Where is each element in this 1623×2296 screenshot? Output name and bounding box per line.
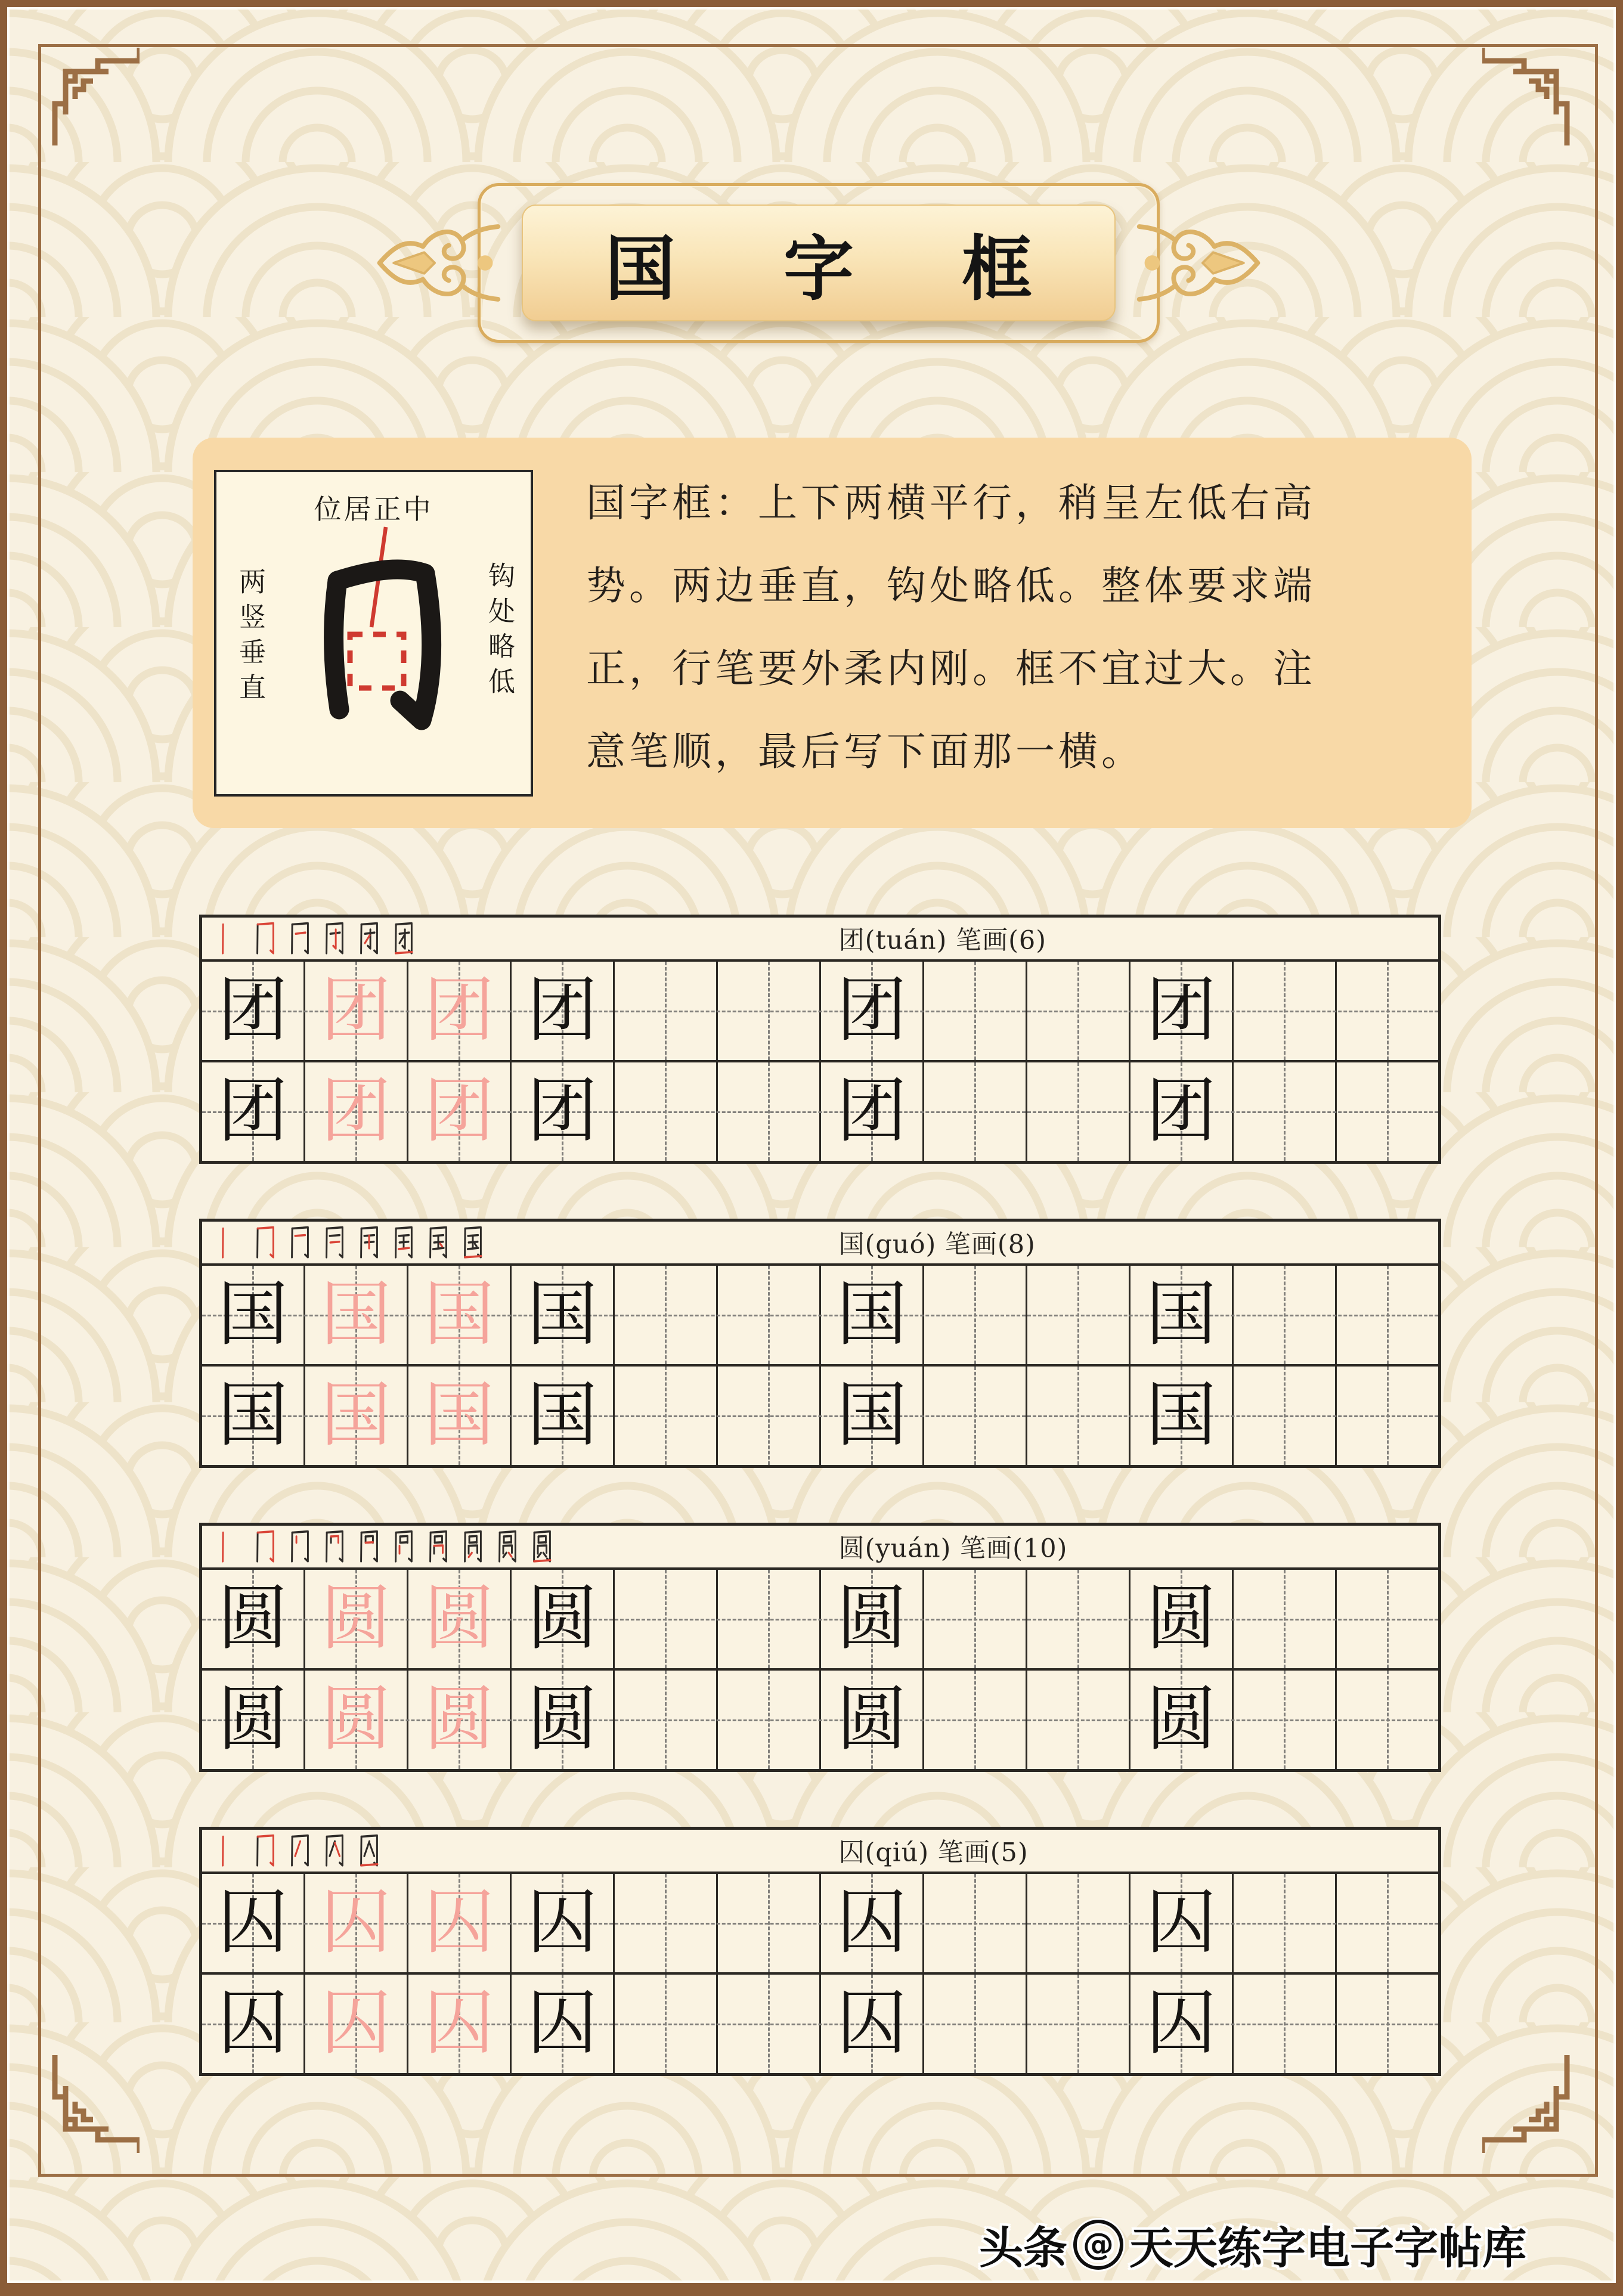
practice-cell <box>1130 1874 1234 1972</box>
practice-grid-国 <box>199 1219 1441 1468</box>
stroke-order-step-6-icon <box>391 921 417 956</box>
practice-char-model: 囚 <box>1145 1981 1216 2064</box>
practice-cell <box>512 1671 615 1769</box>
grid-character-label: 团(tuán) 笔画(6) <box>838 925 1047 956</box>
stroke-order-step-3-icon <box>287 921 313 956</box>
practice-cell <box>1234 1062 1337 1161</box>
grid-character-label: 国(guó) 笔画(8) <box>838 1229 1036 1260</box>
practice-cell <box>305 1367 408 1465</box>
practice-char-trace: 团 <box>423 1069 494 1152</box>
practice-cell <box>202 1570 305 1668</box>
stroke-order-step-2-icon <box>252 1833 278 1869</box>
instruction-line: 国字框：上下两横平行，稍呈左低右高 <box>586 480 1316 526</box>
practice-cell <box>1027 1975 1130 2073</box>
practice-char-model: 国 <box>836 1272 907 1355</box>
practice-cell <box>615 1874 718 1972</box>
practice-cell <box>202 962 305 1060</box>
practice-char-model: 圆 <box>1145 1677 1216 1760</box>
practice-cell <box>615 1975 718 2073</box>
practice-grid-圆 <box>199 1523 1441 1772</box>
practice-cell <box>924 1062 1027 1161</box>
practice-char-model: 圆 <box>1145 1576 1216 1659</box>
practice-cell <box>1337 1570 1438 1668</box>
practice-char-trace: 国 <box>423 1272 494 1355</box>
practice-cell <box>718 1367 821 1465</box>
practice-char-model: 国 <box>526 1272 597 1355</box>
stroke-order-step-5-icon <box>356 1225 382 1260</box>
watermark <box>979 2213 1526 2276</box>
practice-cell <box>305 1975 408 2073</box>
practice-char-model: 国 <box>526 1373 597 1456</box>
practice-char-trace: 囚 <box>320 1880 391 1963</box>
practice-char-model: 圆 <box>217 1677 288 1760</box>
practice-cell <box>1234 1975 1337 2073</box>
practice-cell <box>718 1975 821 2073</box>
stroke-order-step-4-icon <box>321 1833 348 1869</box>
practice-cell <box>512 1266 615 1364</box>
practice-char-model: 囚 <box>836 1981 907 2064</box>
practice-char-model: 圆 <box>836 1576 907 1659</box>
practice-cell <box>408 1367 512 1465</box>
practice-cell <box>821 1975 924 2073</box>
practice-cell <box>1337 1266 1438 1364</box>
grid-header <box>202 1222 1438 1266</box>
stroke-order-step-1-icon <box>218 921 244 956</box>
practice-cell <box>1027 1671 1130 1769</box>
practice-cell <box>821 1671 924 1769</box>
banner-scroll-flourish-left <box>371 193 503 333</box>
practice-char-model: 圆 <box>526 1677 597 1760</box>
practice-char-trace: 圆 <box>320 1677 391 1760</box>
practice-cell <box>408 1062 512 1161</box>
practice-char-model: 圆 <box>526 1576 597 1659</box>
practice-cell <box>1234 962 1337 1060</box>
practice-cell <box>202 1367 305 1465</box>
stroke-order-step-4-icon <box>321 1529 348 1564</box>
practice-char-model: 团 <box>836 1069 907 1152</box>
practice-char-trace: 团 <box>320 1069 391 1152</box>
stroke-order-step-6-icon <box>391 1225 417 1260</box>
practice-cell <box>202 1266 305 1364</box>
practice-cell <box>924 1266 1027 1364</box>
practice-char-model: 圆 <box>217 1576 288 1659</box>
practice-cell <box>718 962 821 1060</box>
stroke-order-step-7-icon <box>425 1225 451 1260</box>
stroke-order-step-8-icon <box>460 1529 486 1564</box>
practice-cell <box>1234 1874 1337 1972</box>
enclosure-radical-example-glyph <box>278 522 475 761</box>
practice-cell <box>718 1266 821 1364</box>
watermark-name: 天天练字电子字帖库 <box>1129 2223 1526 2274</box>
stroke-order-step-5-icon <box>356 1833 382 1869</box>
stroke-order-step-3-icon <box>287 1833 313 1869</box>
practice-cell <box>1130 1570 1234 1668</box>
practice-char-trace: 团 <box>423 968 494 1051</box>
stroke-order-step-2-icon <box>252 1529 278 1564</box>
practice-cell <box>615 1671 718 1769</box>
practice-cell <box>512 1570 615 1668</box>
practice-cell <box>305 1062 408 1161</box>
practice-cell <box>202 1975 305 2073</box>
toutiao-at-icon: @ <box>1073 2220 1123 2270</box>
stroke-order-step-3-icon <box>287 1529 313 1564</box>
practice-row <box>202 1975 1438 2073</box>
practice-char-model: 团 <box>836 968 907 1051</box>
annotation-right: 钩处略低 <box>484 562 515 702</box>
instruction-line: 势。两边垂直，钩处略低。整体要求端 <box>586 563 1316 609</box>
practice-grid-囚 <box>199 1827 1441 2076</box>
practice-cell <box>615 962 718 1060</box>
practice-char-trace: 国 <box>320 1272 391 1355</box>
practice-cell <box>305 1266 408 1364</box>
meander-corner-ornament <box>38 2055 140 2156</box>
grid-character-label: 囚(qiú) 笔画(5) <box>838 1838 1029 1868</box>
practice-cell <box>821 1570 924 1668</box>
practice-char-trace: 圆 <box>423 1677 494 1760</box>
practice-cell <box>1337 1062 1438 1161</box>
practice-cell <box>305 962 408 1060</box>
practice-cell <box>1234 1266 1337 1364</box>
annotation-top: 位居正中 <box>314 493 433 525</box>
practice-cell <box>1337 1671 1438 1769</box>
practice-cell <box>408 1570 512 1668</box>
practice-cell <box>821 1367 924 1465</box>
practice-row <box>202 1570 1438 1671</box>
stroke-order-step-2-icon <box>252 921 278 956</box>
stroke-order-step-5-icon <box>356 921 382 956</box>
practice-cell <box>305 1874 408 1972</box>
practice-cell <box>408 1266 512 1364</box>
practice-cell <box>718 1671 821 1769</box>
practice-cell <box>1130 1062 1234 1161</box>
practice-cell <box>1027 962 1130 1060</box>
practice-cell <box>1130 1367 1234 1465</box>
practice-cell <box>1027 1874 1130 1972</box>
practice-cell <box>1337 1874 1438 1972</box>
practice-cell <box>1130 962 1234 1060</box>
practice-cell <box>1130 1671 1234 1769</box>
meander-corner-ornament <box>1482 2055 1584 2156</box>
annotation-left: 两竖垂直 <box>234 568 266 708</box>
practice-char-model: 国 <box>1145 1373 1216 1456</box>
practice-cell <box>718 1570 821 1668</box>
example-character-box <box>214 470 533 797</box>
practice-char-trace: 囚 <box>320 1981 391 2064</box>
grid-character-label: 圆(yuán) 笔画(10) <box>838 1533 1068 1564</box>
stroke-order-step-8-icon <box>460 1225 486 1260</box>
practice-cell <box>512 1367 615 1465</box>
practice-cell <box>512 962 615 1060</box>
stroke-order-step-7-icon <box>425 1529 451 1564</box>
practice-cell <box>924 1671 1027 1769</box>
practice-char-model: 团 <box>1145 968 1216 1051</box>
practice-cell <box>615 1570 718 1668</box>
practice-cell <box>1130 1975 1234 2073</box>
practice-char-trace: 囚 <box>423 1880 494 1963</box>
title-banner <box>371 183 1266 343</box>
grid-header <box>202 1830 1438 1874</box>
watermark-prefix: 头条 <box>979 2223 1067 2274</box>
practice-char-trace: 国 <box>423 1373 494 1456</box>
meander-corner-ornament <box>38 44 140 145</box>
practice-cell <box>1337 962 1438 1060</box>
practice-char-model: 团 <box>217 968 288 1051</box>
practice-cell <box>202 1062 305 1161</box>
stroke-order-step-1-icon <box>218 1529 244 1564</box>
practice-cell <box>1027 1570 1130 1668</box>
practice-char-model: 囚 <box>526 1880 597 1963</box>
practice-cell <box>821 962 924 1060</box>
practice-cell <box>1027 1367 1130 1465</box>
practice-char-model: 团 <box>217 1069 288 1152</box>
practice-cell <box>408 1671 512 1769</box>
practice-char-trace: 圆 <box>423 1576 494 1659</box>
practice-cell <box>305 1671 408 1769</box>
practice-char-model: 圆 <box>836 1677 907 1760</box>
practice-cell <box>1130 1266 1234 1364</box>
practice-cell <box>718 1874 821 1972</box>
stroke-order-step-5-icon <box>356 1529 382 1564</box>
practice-cell <box>821 1062 924 1161</box>
page-title: 国 字 框 <box>605 227 1074 310</box>
practice-cell <box>512 1874 615 1972</box>
practice-char-model: 囚 <box>217 1981 288 2064</box>
stroke-order-step-2-icon <box>252 1225 278 1260</box>
practice-cell <box>924 1874 1027 1972</box>
practice-char-model: 国 <box>1145 1272 1216 1355</box>
stroke-order-step-4-icon <box>321 1225 348 1260</box>
practice-row <box>202 1874 1438 1975</box>
practice-grid-团 <box>199 915 1441 1164</box>
practice-cell <box>615 1062 718 1161</box>
practice-cell <box>1234 1570 1337 1668</box>
practice-cell <box>202 1874 305 1972</box>
meander-corner-ornament <box>1482 44 1584 145</box>
practice-cell <box>408 962 512 1060</box>
practice-cell <box>615 1266 718 1364</box>
practice-cell <box>512 1062 615 1161</box>
practice-cell <box>924 1570 1027 1668</box>
practice-row <box>202 1062 1438 1161</box>
instruction-line: 意笔顺，最后写下面那一横。 <box>586 729 1144 774</box>
practice-char-model: 囚 <box>217 1880 288 1963</box>
practice-cell <box>924 1367 1027 1465</box>
practice-row <box>202 1266 1438 1367</box>
stroke-order-step-9-icon <box>494 1529 521 1564</box>
practice-char-model: 团 <box>526 1069 597 1152</box>
practice-row <box>202 962 1438 1062</box>
practice-cell <box>305 1570 408 1668</box>
practice-cell <box>924 1975 1027 2073</box>
practice-char-model: 国 <box>217 1272 288 1355</box>
instruction-text <box>586 461 1445 793</box>
practice-cell <box>718 1062 821 1161</box>
practice-cell <box>512 1975 615 2073</box>
instruction-line: 正，行笔要外柔内刚。框不宜过大。注 <box>586 646 1316 692</box>
practice-cell <box>821 1874 924 1972</box>
practice-char-model: 团 <box>526 968 597 1051</box>
practice-cell <box>408 1975 512 2073</box>
practice-char-model: 囚 <box>836 1880 907 1963</box>
practice-char-model: 囚 <box>526 1981 597 2064</box>
practice-cell <box>1337 1367 1438 1465</box>
practice-cell <box>1027 1266 1130 1364</box>
practice-row <box>202 1671 1438 1769</box>
practice-cell <box>202 1671 305 1769</box>
instruction-panel <box>193 438 1472 828</box>
practice-cell <box>821 1266 924 1364</box>
practice-cell <box>924 962 1027 1060</box>
practice-cell <box>1337 1975 1438 2073</box>
stroke-order-step-3-icon <box>287 1225 313 1260</box>
grid-header <box>202 918 1438 962</box>
stroke-order-step-1-icon <box>218 1833 244 1869</box>
title-plaque <box>522 204 1116 321</box>
practice-cell <box>1234 1671 1337 1769</box>
practice-char-model: 国 <box>836 1373 907 1456</box>
stroke-order-step-6-icon <box>391 1529 417 1564</box>
practice-grids <box>199 915 1441 2131</box>
practice-row <box>202 1367 1438 1465</box>
practice-cell <box>1234 1367 1337 1465</box>
practice-cell <box>408 1874 512 1972</box>
banner-scroll-flourish-right <box>1135 193 1266 333</box>
practice-char-trace: 圆 <box>320 1576 391 1659</box>
practice-char-trace: 囚 <box>423 1981 494 2064</box>
practice-char-model: 国 <box>217 1373 288 1456</box>
grid-header <box>202 1526 1438 1570</box>
practice-char-trace: 团 <box>320 968 391 1051</box>
practice-cell <box>1027 1062 1130 1161</box>
practice-cell <box>615 1367 718 1465</box>
practice-char-model: 团 <box>1145 1069 1216 1152</box>
stroke-order-step-4-icon <box>321 921 348 956</box>
practice-char-model: 囚 <box>1145 1880 1216 1963</box>
stroke-order-step-10-icon <box>529 1529 555 1564</box>
stroke-order-step-1-icon <box>218 1225 244 1260</box>
practice-char-trace: 国 <box>320 1373 391 1456</box>
